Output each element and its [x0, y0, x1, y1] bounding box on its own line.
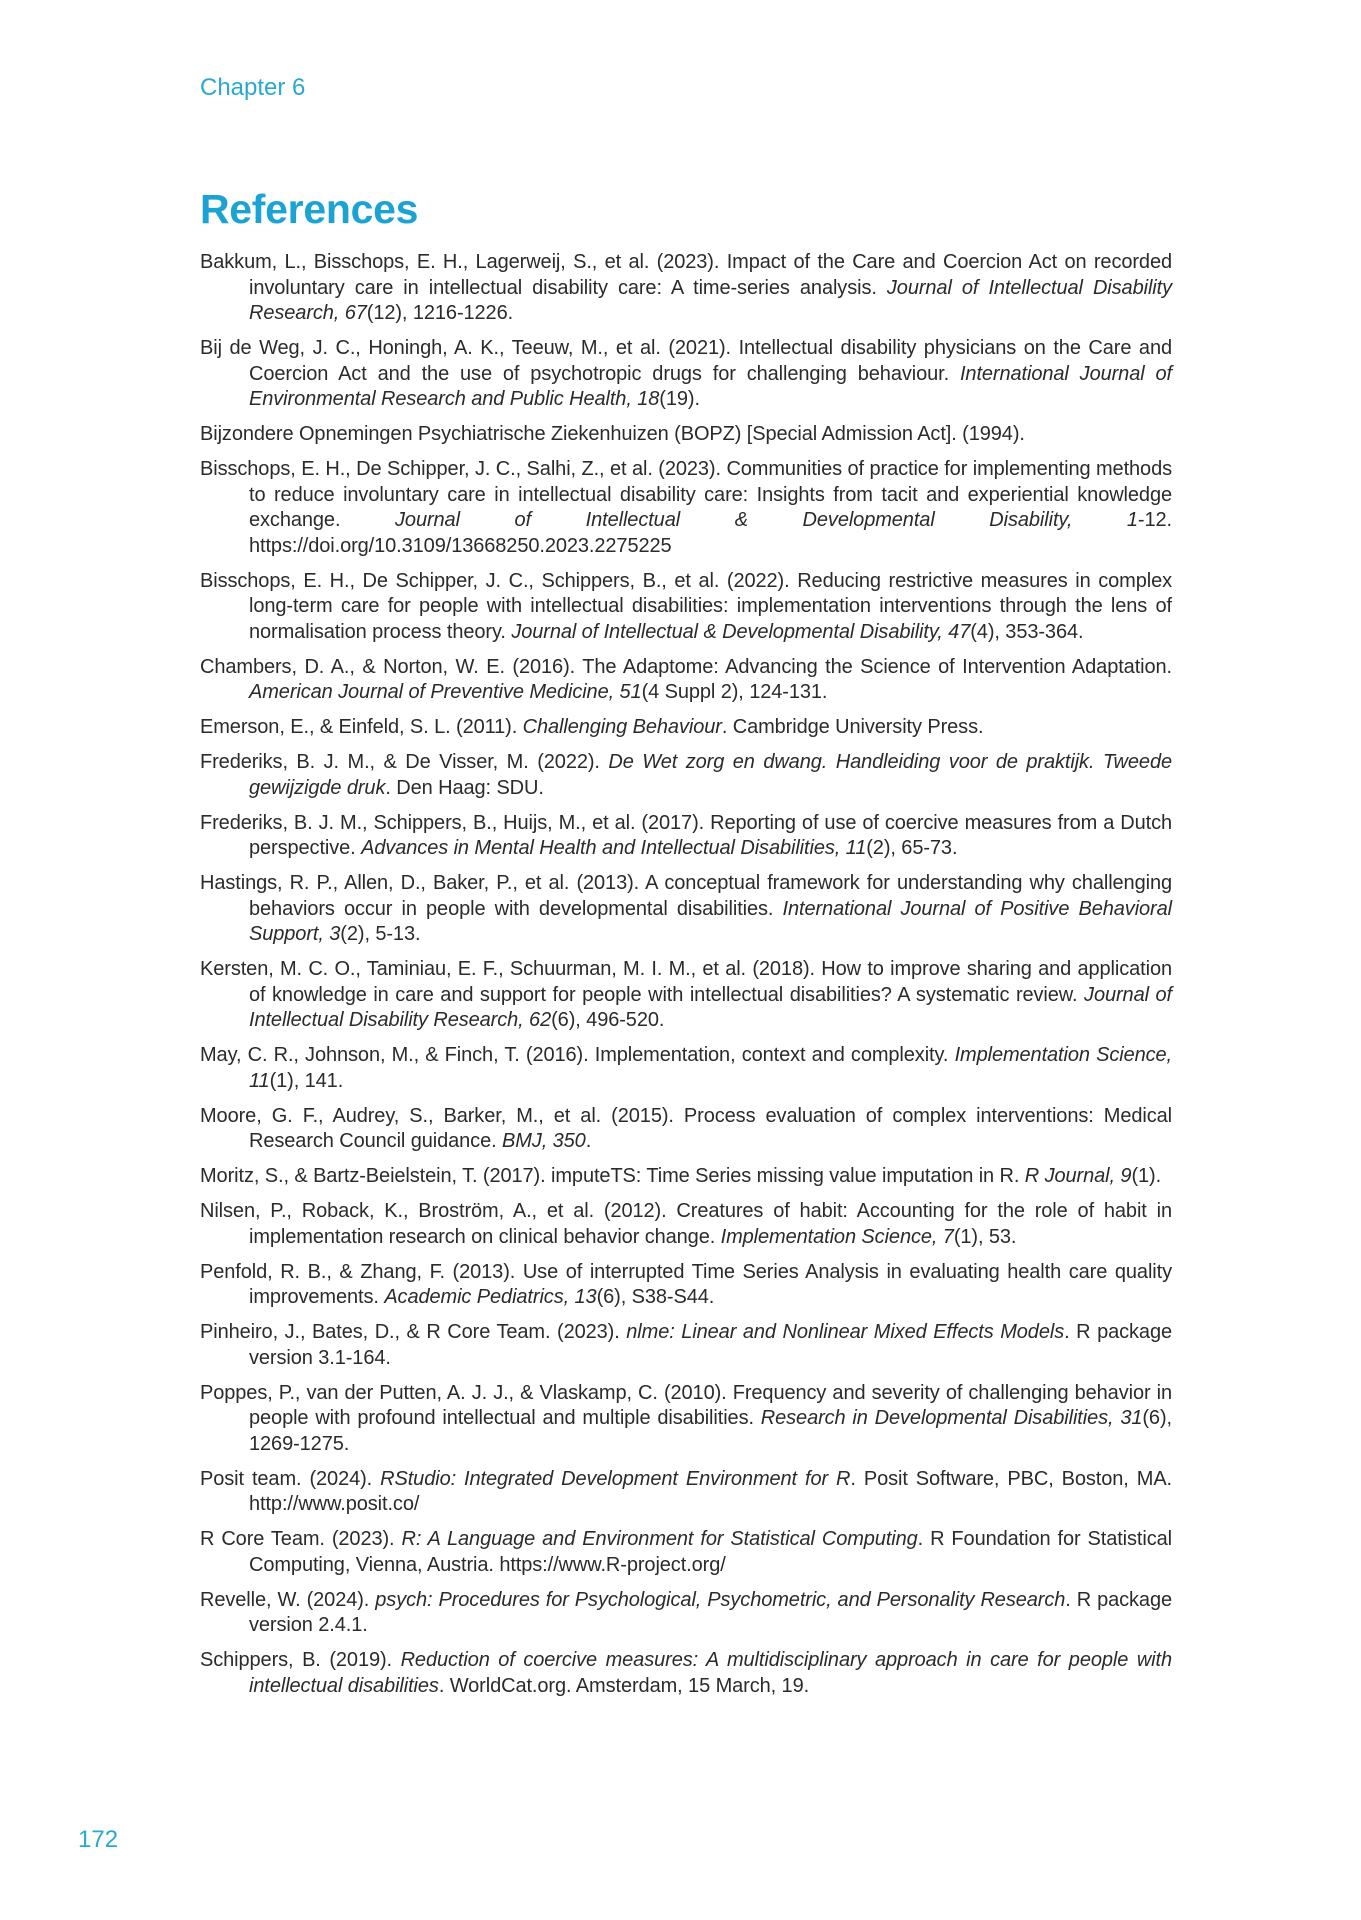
reference-source-title: Research in Developmental Disabilities, 31	[760, 1407, 1143, 1429]
reference-source-title: Journal of Intellectual & Developmental Disability, 1	[395, 509, 1138, 531]
reference-text: Bakkum, L., Bisschops, E. H., Lagerweij, S., et al. (2023). Impact of the Care and Coercion Act on recorded involuntary care in intellectual disability care: A time-series analysis.	[200, 251, 1172, 299]
reference-details: . Cambridge University Press.	[721, 716, 984, 738]
reference-entry	[200, 250, 1172, 327]
reference-details: (1).	[1131, 1165, 1162, 1187]
reference-entry	[200, 1260, 1172, 1311]
reference-details: (1), 53.	[953, 1225, 1017, 1248]
reference-details: -12. https://doi.org/10.3109/13668250.2023.2275225	[249, 509, 1172, 557]
reference-text: Bisschops, E. H., De Schipper, J. C., Salhi, Z., et al. (2023). Communities of practice for implementing methods to reduce involuntary care in intellectual disability care: Insights from tacit and experiential knowledge exchange.	[200, 458, 1172, 531]
page-number: 172	[78, 1826, 119, 1853]
reference-details: (2), 5-13.	[340, 923, 421, 945]
reference-source-title: Advances in Mental Health and Intellectual Disabilities, 11	[361, 837, 867, 859]
reference-source-title: R: A Language and Environment for Statistical Computing	[401, 1528, 918, 1550]
reference-text: Nilsen, P., Roback, K., Broström, A., et al. (2012). Creatures of habit: Accounting for the role of habit in implementation research on clinical behavior change.	[200, 1200, 1172, 1248]
reference-text: Bisschops, E. H., De Schipper, J. C., Schippers, B., et al. (2022). Reducing restrictive measures in complex long-term care for people with intellectual disabilities: implementation interventions through the lens of normalisation process theory.	[200, 569, 1172, 643]
reference-source-title: BMJ, 350	[502, 1130, 586, 1152]
chapter-label: Chapter 6	[200, 74, 306, 101]
reference-text: Bij de Weg, J. C., Honingh, A. K., Teeuw, M., et al. (2021). Intellectual disability physicians on the Care and Coercion Act and the use of psychotropic drugs for challenging behaviour.	[200, 337, 1172, 385]
reference-entry	[200, 957, 1172, 1034]
reference-entry	[200, 569, 1172, 646]
reference-text: Posit team. (2024).	[200, 1467, 381, 1490]
reference-entry	[200, 1164, 1172, 1190]
reference-source-title: Academic Pediatrics, 13	[384, 1286, 597, 1308]
reference-details: (6), S38-S44.	[596, 1286, 715, 1308]
reference-entry	[200, 457, 1172, 559]
reference-details: (1), 141.	[269, 1069, 344, 1092]
reference-entry	[200, 1588, 1172, 1639]
reference-entry	[200, 750, 1172, 801]
reference-text: Moore, G. F., Audrey, S., Barker, M., et al. (2015). Process evaluation of complex interventions: Medical Research Council guidance.	[200, 1104, 1172, 1152]
reference-source-title: psych: Procedures for Psychological, Psychometric, and Personality Research	[375, 1588, 1066, 1611]
reference-source-title: Journal of Intellectual & Developmental Disability, 47	[511, 620, 971, 643]
reference-list	[200, 250, 1172, 1709]
reference-text: Schippers, B. (2019).	[200, 1649, 401, 1671]
reference-text: Emerson, E., & Einfeld, S. L. (2011).	[200, 716, 523, 738]
reference-entry	[200, 1320, 1172, 1371]
reference-details: (4), 353-364.	[970, 620, 1084, 643]
reference-text: May, C. R., Johnson, M., & Finch, T. (2016). Implementation, context and complexity.	[200, 1044, 955, 1066]
reference-details: . R package version 2.4.1.	[249, 1588, 1172, 1636]
reference-details: . Den Haag: SDU.	[385, 776, 544, 799]
reference-details: (19).	[659, 388, 700, 410]
reference-text: Poppes, P., van der Putten, A. J. J., & Vlaskamp, C. (2010). Frequency and severity of challenging behavior in people with profound intellectual and multiple disabilities.	[200, 1381, 1172, 1429]
reference-entry	[200, 1104, 1172, 1155]
reference-source-title: Journal of Intellectual Disability Research, 62	[249, 983, 1172, 1031]
reference-text: Pinheiro, J., Bates, D., & R Core Team. (2023).	[200, 1321, 627, 1343]
reference-details: . Posit Software, PBC, Boston, MA. http://www.posit.co/	[249, 1467, 1173, 1515]
reference-details: . R Foundation for Statistical Computing, Vienna, Austria. https://www.R-project.org/	[249, 1528, 1172, 1576]
reference-entry	[200, 1199, 1172, 1250]
reference-text: Bijzondere Opnemingen Psychiatrische Ziekenhuizen (BOPZ) [Special Admission Act]. (1994).	[200, 423, 1025, 445]
reference-source-title: Journal of Intellectual Disability Research, 67	[249, 276, 1172, 324]
reference-text: Frederiks, B. J. M., Schippers, B., Huijs, M., et al. (2017). Reporting of use of coercive measures from a Dutch perspective.	[200, 811, 1172, 859]
reference-source-title: International Journal of Environmental Research and Public Health, 18	[249, 362, 1172, 410]
reference-text: Revelle, W. (2024).	[200, 1588, 376, 1611]
reference-source-title: American Journal of Preventive Medicine, 51	[249, 681, 642, 703]
reference-details: (6), 1269-1275.	[249, 1407, 1172, 1455]
reference-entry	[200, 871, 1172, 948]
reference-details: .	[585, 1130, 592, 1152]
reference-source-title: Implementation Science, 11	[249, 1044, 1172, 1092]
reference-text: Frederiks, B. J. M., & De Visser, M. (2022).	[200, 751, 609, 773]
reference-entry	[200, 1527, 1172, 1578]
reference-text: Moritz, S., & Bartz-Beielstein, T. (2017). imputeTS: Time Series missing value imputation in R.	[200, 1165, 1025, 1187]
reference-source-title: R Journal, 9	[1024, 1165, 1132, 1187]
reference-source-title: Implementation Science, 7	[720, 1225, 954, 1248]
reference-details: . R package version 3.1-164.	[249, 1321, 1172, 1369]
reference-entry	[200, 336, 1172, 413]
reference-details: (4 Suppl 2), 124-131.	[641, 681, 828, 703]
reference-details: (2), 65-73.	[866, 837, 958, 859]
reference-source-title: International Journal of Positive Behavioral Support, 3	[249, 897, 1172, 945]
reference-text: R Core Team. (2023).	[200, 1528, 402, 1550]
reference-text: Hastings, R. P., Allen, D., Baker, P., et al. (2013). A conceptual framework for understanding why challenging behaviors occur in people with developmental disabilities.	[200, 872, 1172, 920]
reference-entry	[200, 1043, 1172, 1094]
reference-text: Kersten, M. C. O., Taminiau, E. F., Schuurman, M. I. M., et al. (2018). How to improve sharing and application of knowledge in care and support for people with intellectual disabilities? A systematic review.	[200, 958, 1172, 1006]
reference-entry	[200, 422, 1172, 448]
reference-details: . WorldCat.org. Amsterdam, 15 March, 19.	[438, 1674, 810, 1697]
reference-source-title: Reduction of coercive measures: A multidisciplinary approach in care for people with intellectual disabilities	[249, 1649, 1172, 1697]
reference-entry	[200, 1467, 1172, 1518]
page-title: References	[200, 186, 419, 232]
reference-details: (6), 496-520.	[551, 1009, 665, 1031]
reference-source-title: RStudio: Integrated Development Environment for R	[380, 1467, 851, 1490]
reference-details: (12), 1216-1226.	[366, 302, 514, 324]
reference-entry	[200, 715, 1172, 741]
reference-entry	[200, 655, 1172, 706]
reference-entry	[200, 1648, 1172, 1699]
reference-source-title: nlme: Linear and Nonlinear Mixed Effects Models	[626, 1321, 1065, 1343]
reference-source-title: De Wet zorg en dwang. Handleiding voor de praktijk. Tweede gewijzigde druk	[249, 751, 1172, 799]
reference-text: Chambers, D. A., & Norton, W. E. (2016). The Adaptome: Advancing the Science of Intervention Adaptation.	[200, 655, 1172, 678]
reference-text: Penfold, R. B., & Zhang, F. (2013). Use of interrupted Time Series Analysis in evaluating health care quality improvements.	[200, 1260, 1172, 1308]
reference-entry	[200, 811, 1172, 862]
reference-source-title: Challenging Behaviour	[522, 716, 722, 738]
reference-entry	[200, 1381, 1172, 1458]
